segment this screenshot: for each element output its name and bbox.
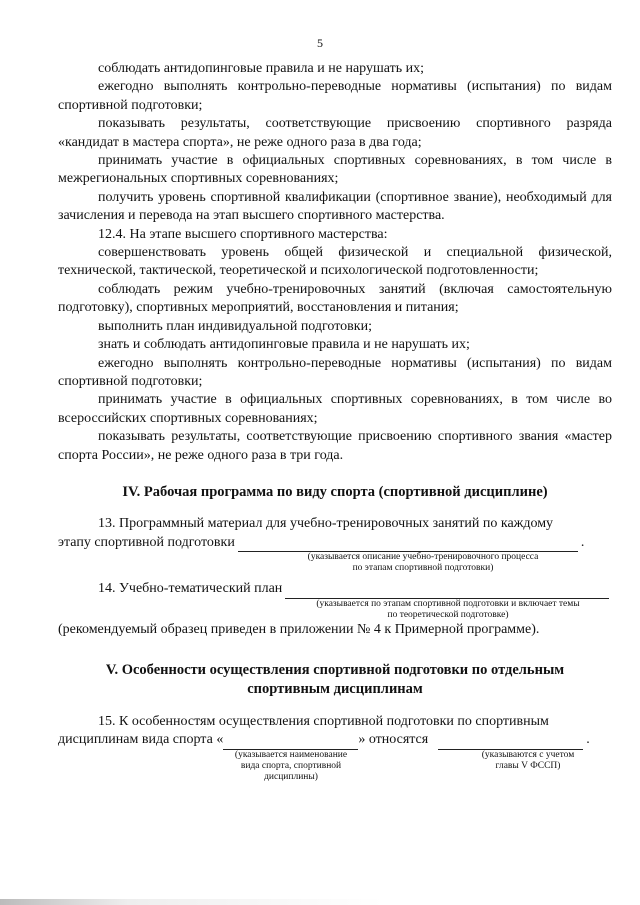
paragraph: соблюдать режим учебно-тренировочных занятий (включая самостоятельную подготовку), спортивных мероприятий, восстановления и питания; — [58, 281, 612, 316]
paragraph: показывать результаты, соответствующие присвоению спортивного разряда «кандидат в мастера спорта», не реже одного раза в два года; — [58, 116, 612, 150]
section-5-heading-line-1: V. Особенности осуществления спортивной подготовки по отдельным — [105, 661, 565, 678]
item-15-text: 15. К особенностям осуществления спортивной подготовки по спортивным — [98, 713, 549, 729]
item-14-label: 14. Учебно-тематический план — [98, 581, 283, 597]
paragraph: совершенствовать уровень общей физической и специальной физической, технической, тактической, теоретической и психологической подготовленности; — [58, 245, 612, 279]
paragraph: знать и соблюдать антидопинговые правила и не нарушать их; — [98, 337, 470, 353]
note-line: (указывается описание учебно-тренировочного процесса — [307, 552, 539, 563]
note-line: (указывается по этапам спортивной подготовки и включает темы — [316, 598, 580, 609]
paragraph: принимать участие в официальных спортивных соревнованиях, в том числе во всероссийских спортивных соревнованиях; — [58, 392, 612, 426]
page-number: 5 — [317, 36, 323, 50]
note-line: дисциплины) — [264, 771, 318, 782]
item-14-blank-field — [285, 585, 609, 599]
paragraph: получить уровень спортивной квалификации (спортивное звание), необходимый для зачисления и перевода на этап высшего спортивного мастерства. — [58, 189, 612, 224]
item-15-note-features — [463, 750, 593, 772]
item-14-line — [58, 580, 612, 598]
note-line: (указываются с учетом — [481, 749, 575, 760]
note-line: вида спорта, спортивной — [240, 760, 342, 771]
paragraph: ежегодно выполнять контрольно-переводные нормативы (испытания) по видам спортивной подготовки; — [58, 79, 612, 113]
item-13-period: . — [580, 534, 585, 550]
section-4-heading: IV. Рабочая программа по виду спорта (спортивной дисциплине) — [122, 483, 548, 500]
item-13-line — [58, 534, 612, 552]
item-13-text: 13. Программный материал для учебно-тренировочных занятий по каждому — [98, 516, 554, 532]
item-15-note-sport — [226, 750, 356, 783]
note-line: по этапам спортивной подготовки) — [352, 563, 494, 574]
section-5-heading-line-2: спортивным дисциплинам — [247, 680, 423, 697]
item-15-period: . — [586, 732, 590, 748]
item-15-features-blank-field — [438, 736, 583, 750]
paragraph: принимать участие в официальных спортивных соревнованиях, в том числе в межрегиональных спортивных соревнованиях; — [58, 153, 612, 187]
note-line: по теоретической подготовке) — [387, 609, 509, 620]
paragraph: показывать результаты, соответствующие присвоению спортивного звания «мастер спорта России», не реже одного раза в три года. — [58, 429, 612, 463]
item-12-4-title: 12.4. На этапе высшего спортивного мастерства: — [98, 226, 388, 242]
document-body — [58, 60, 612, 790]
item-15-sport-blank-field — [223, 736, 358, 750]
scan-edge-shadow — [0, 899, 640, 905]
item-15-notes — [58, 750, 612, 790]
item-15-line — [58, 731, 612, 749]
item-14-note — [303, 599, 593, 621]
note-line: главы V ФССП) — [495, 760, 561, 771]
item-13-note — [293, 552, 553, 574]
item-13-blank-field — [238, 538, 578, 552]
section-5-heading — [58, 661, 612, 699]
paragraph: соблюдать антидопинговые правила и не нарушать их; — [98, 61, 424, 76]
paragraph: ежегодно выполнять контрольно-переводные нормативы (испытания) по видам спортивной подготовки; — [58, 355, 612, 389]
note-line: (указывается наименование — [234, 749, 348, 760]
item-14-continuation: (рекомендуемый образец приведен в приложении № 4 к Примерной программе). — [58, 621, 540, 637]
item-15-line-label: дисциплинам вида спорта « — [58, 732, 224, 748]
item-13-line-label: этапу спортивной подготовки — [58, 534, 235, 550]
paragraph: выполнить план индивидуальной подготовки; — [98, 318, 372, 334]
item-15-line-mid: » относятся — [358, 732, 429, 748]
